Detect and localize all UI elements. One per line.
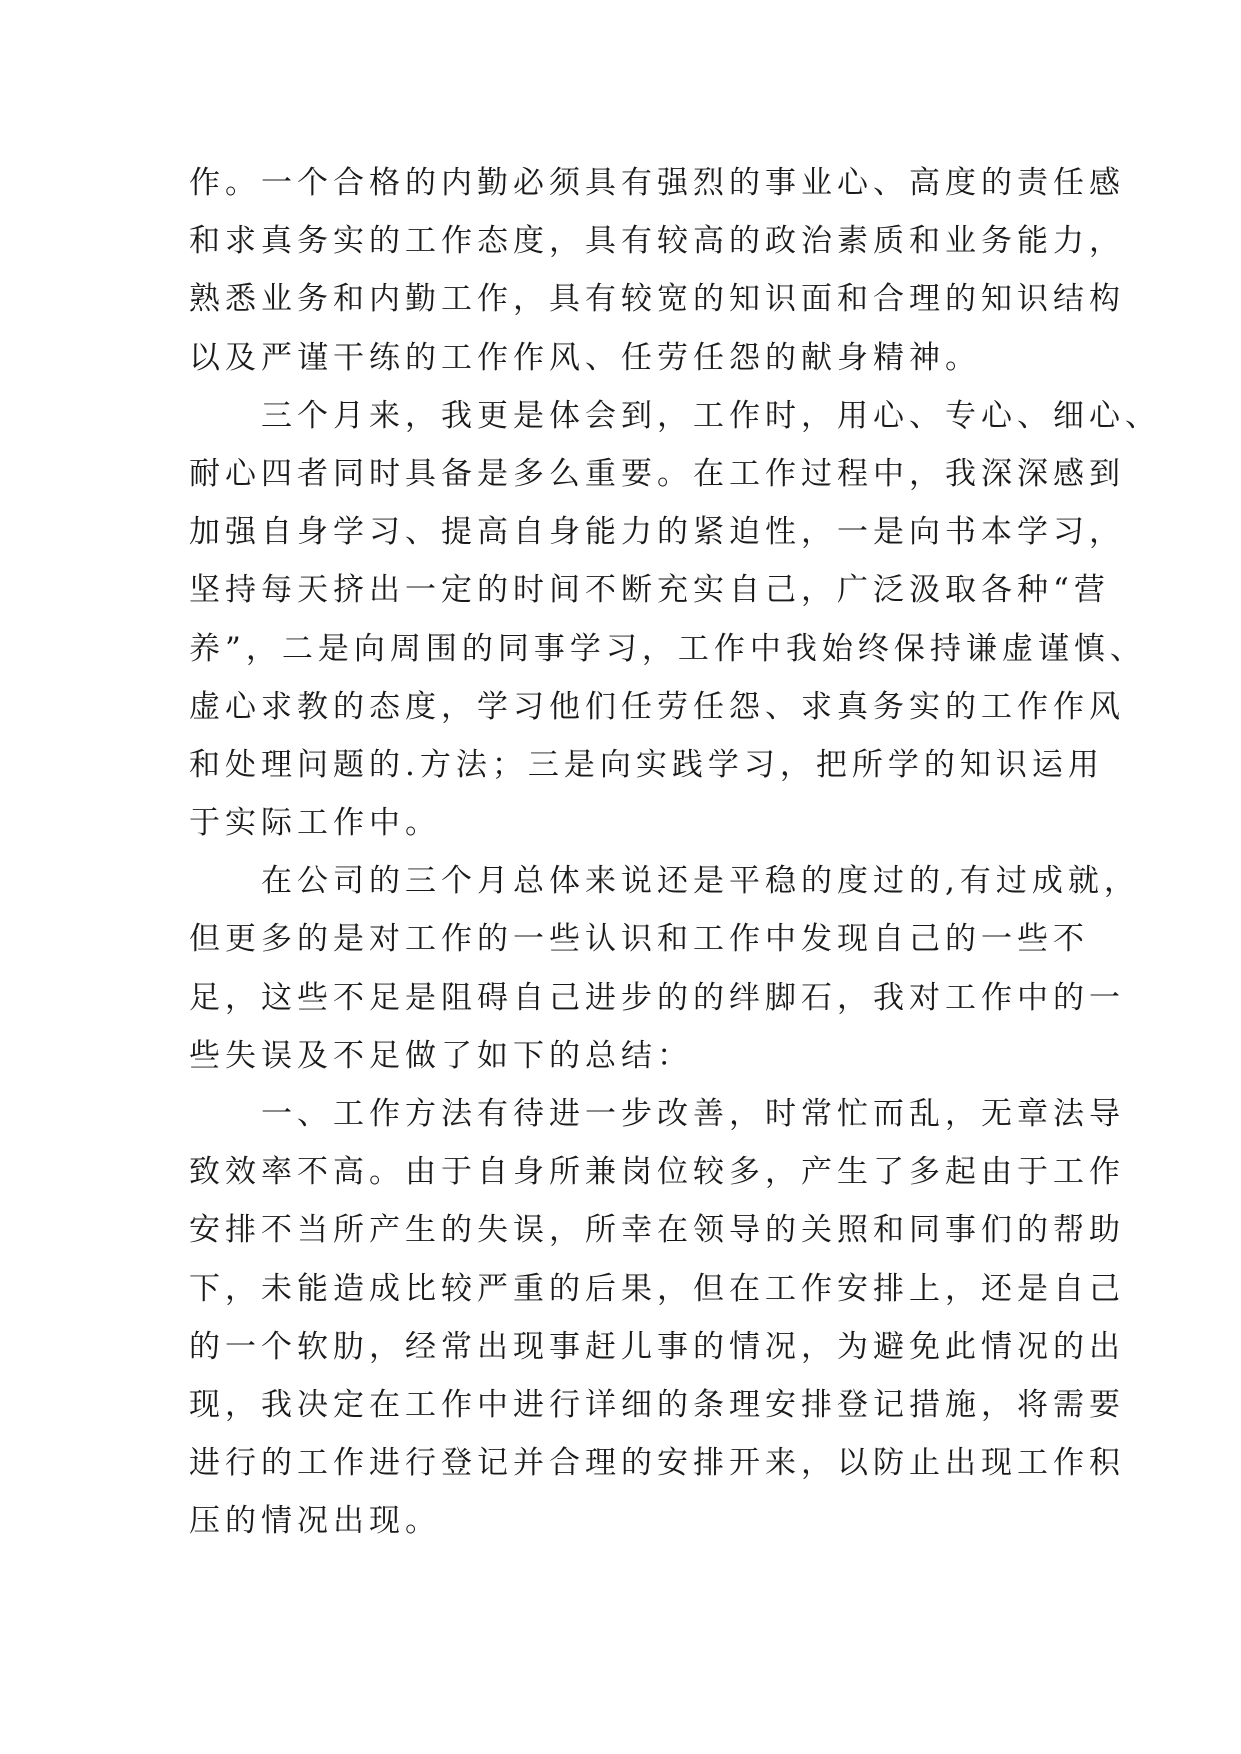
text-line: 作。一个合格的内勤必须具有强烈的事业心、高度的责任感 — [189, 165, 1125, 201]
text-line: 现，我决定在工作中进行详细的条理安排登记措施，将需要 — [189, 1386, 1125, 1423]
text-line: 些失误及不足做了如下的总结： — [189, 1037, 693, 1074]
text-line: 进行的工作进行登记并合理的安排开来，以防止出现工作积 — [189, 1445, 1125, 1482]
text-line: 致效率不高。由于自身所兼岗位较多，产生了多起由于工作 — [189, 1154, 1125, 1191]
text-line: 养”，二是向周围的同事学习，工作中我始终保持谦虚谨慎、 — [189, 630, 1146, 667]
text-line: 以及严谨干练的工作作风、任劳任怨的献身精神。 — [189, 339, 981, 376]
text-line: 足，这些不足是阻碍自己进步的的绊脚石，我对工作中的一 — [189, 979, 1125, 1016]
text-line: 和求真务实的工作态度，具有较高的政治素质和业务能力， — [189, 223, 1125, 260]
paragraph-first-line: 一、工作方法有待进一步改善，时常忙而乱，无章法导 — [261, 1096, 1125, 1132]
text-line: 虚心求教的态度，学习他们任劳任怨、求真务实的工作作风 — [189, 688, 1125, 725]
text-line: 压的情况出现。 — [189, 1503, 441, 1540]
document-body — [189, 154, 1161, 1551]
text-line: 但更多的是对工作的一些认识和工作中发现自己的一些不 — [189, 921, 1089, 958]
text-line: 耐心四者同时具备是多么重要。在工作过程中，我深深感到 — [189, 455, 1125, 492]
text-line: 下，未能造成比较严重的后果，但在工作安排上，还是自己 — [189, 1270, 1125, 1307]
paragraph-first-line: 在公司的三个月总体来说还是平稳的度过的,有过成就， — [261, 863, 1140, 900]
text-line: 坚持每天挤出一定的时间不断充实自己，广泛汲取各种“营 — [189, 572, 1110, 609]
text-line: 加强自身学习、提高自身能力的紧迫性，一是向书本学习， — [189, 514, 1125, 551]
text-line: 和处理问题的.方法；三是向实践学习，把所学的知识运用 — [189, 746, 1104, 783]
text-line: 安排不当所产生的失误，所幸在领导的关照和同事们的帮助 — [189, 1212, 1125, 1249]
paragraph-first-line: 三个月来，我更是体会到，工作时，用心、专心、细心、 — [261, 397, 1161, 434]
text-line: 熟悉业务和内勤工作，具有较宽的知识面和合理的知识结构 — [189, 281, 1125, 318]
text-line: 的一个软肋，经常出现事赶儿事的情况，为避免此情况的出 — [189, 1328, 1125, 1365]
text-line: 于实际工作中。 — [189, 805, 441, 842]
